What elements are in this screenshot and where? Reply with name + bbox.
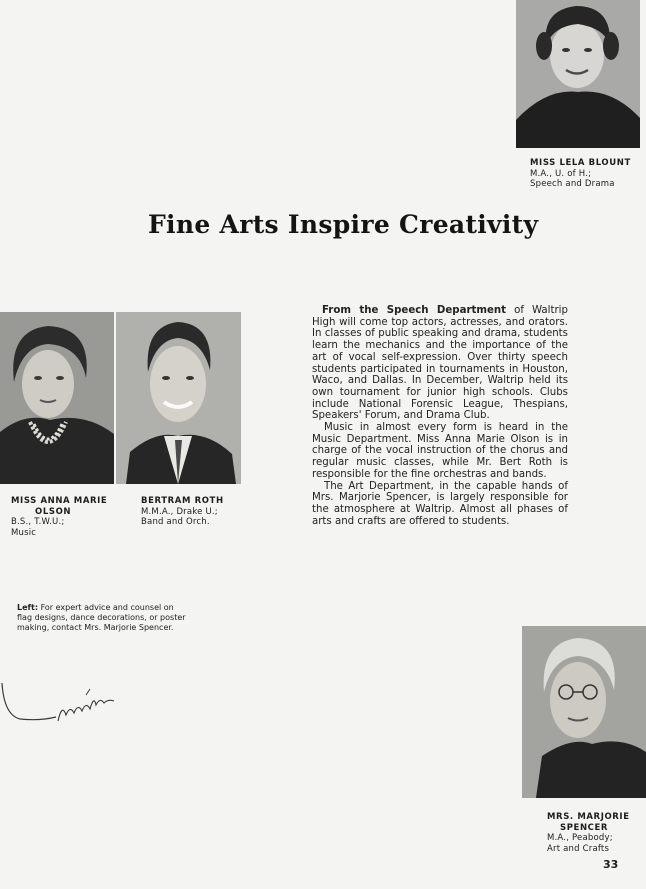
caption-marjorie-spencer: [547, 812, 630, 854]
faculty-subject: Art and Crafts: [547, 843, 610, 854]
faculty-name: MRS. MARJORIE: [547, 812, 630, 822]
portrait-anna-marie-olson: [0, 312, 114, 484]
faculty-name: MISS ANNA MARIE: [11, 496, 108, 506]
faculty-name: MISS LELA BLOUNT: [530, 158, 631, 168]
article-paragraph: Music in almost every form is heard in the Music Department. Miss Anna Marie Olson is in charge of the vocal instruction of the chorus and regular music classes, while Mr. Bert Roth is responsible for the fine orchestras and bands.: [312, 422, 568, 480]
faculty-degree: M.A., Peabody;: [547, 833, 613, 843]
page-number: 33: [603, 858, 619, 871]
portrait-marjorie-spencer: [522, 626, 646, 798]
article-lead: From the Speech Department: [322, 305, 506, 316]
faculty-degree: M.M.A., Drake U.;: [141, 506, 218, 517]
page-title: Fine Arts Inspire Creativity: [148, 210, 539, 239]
faculty-subject: Music: [11, 527, 37, 538]
article-paragraph: The Art Department, in the capable hands of Mrs. Marjorie Spencer, is largely responsible for the atmosphere at Waltrip. Almost all phases of arts and crafts are offered to students.: [312, 480, 568, 527]
faculty-degree: M.A., U. of H.;: [530, 168, 592, 179]
faculty-name: BERTRAM ROTH: [141, 496, 224, 506]
faculty-name-line2: SPENCER: [560, 822, 609, 833]
article-paragraph: From the Speech Department of Waltrip High will come top actors, actresses, and orators. In classes of public speaking and drama, students learn the mechanics and the importance of the art of vocal self-expression. Over thirty speech students participated in tournaments in Houston, Waco, and Dallas. In December, Waltrip held its own tournament for junior high schools. Clubs include National Forensic League, Thespians, Speakers' Forum, and Drama Club.: [312, 305, 568, 422]
faculty-subject: Band and Orch.: [141, 517, 210, 527]
faculty-name-line2: OLSON: [35, 506, 72, 517]
caption-anna-marie-olson: [11, 496, 107, 538]
caption-lela-blount: [530, 158, 631, 190]
article-body: [312, 305, 568, 527]
note-lead: Left:: [17, 603, 39, 612]
photo-note: Left: For expert advice and counsel on flag designs, dance decorations, or poster making, contact Mrs. Marjorie Spencer.: [17, 603, 186, 633]
faculty-subject: Speech and Drama: [530, 179, 615, 189]
portrait-lela-blount: [516, 0, 640, 148]
portrait-bertram-roth: [116, 312, 241, 484]
handwritten-signature: [0, 675, 125, 735]
caption-bertram-roth: [141, 496, 224, 528]
faculty-degree: B.S., T.W.U.;: [11, 517, 65, 527]
